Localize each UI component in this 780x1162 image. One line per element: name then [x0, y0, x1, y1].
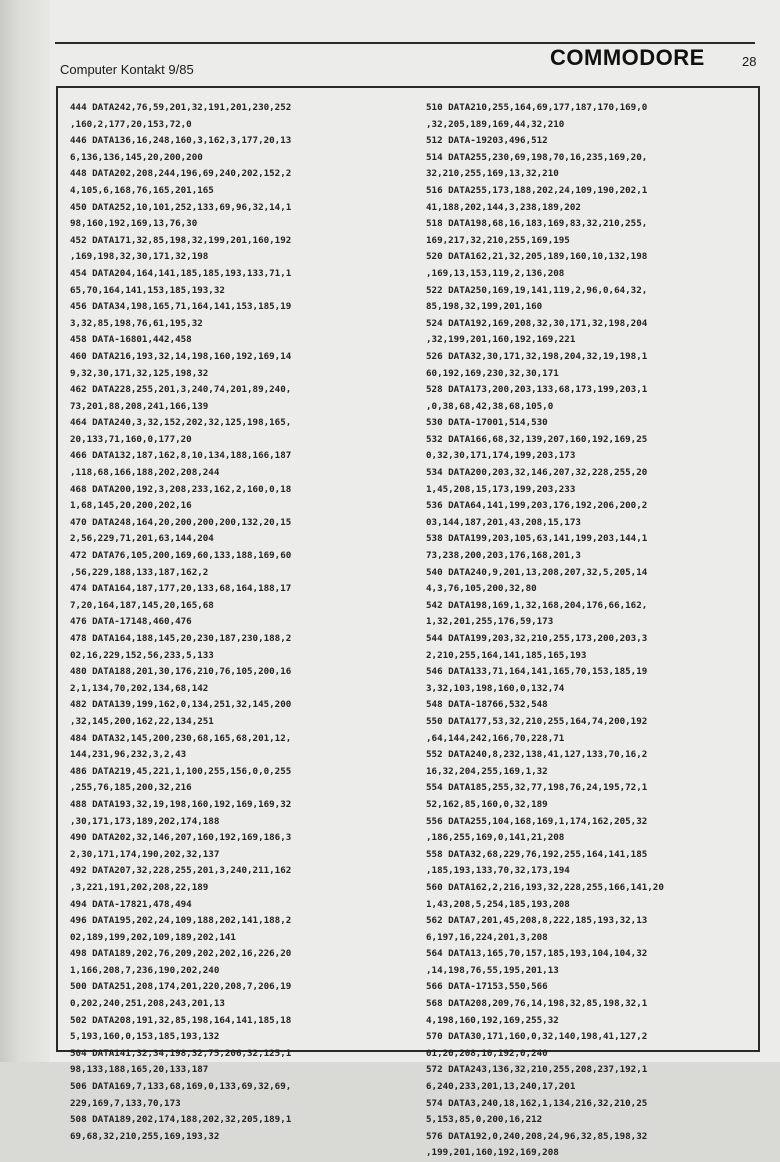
listing-line: ,3,221,191,202,208,22,189: [70, 881, 209, 893]
listing-line: ,32,145,200,162,22,134,251: [70, 715, 214, 727]
listing-line: 498 DATA189,202,76,209,202,202,16,226,20: [70, 948, 292, 960]
listing-line: 5,193,160,0,153,185,193,132: [70, 1031, 220, 1043]
listing-line: 02,16,229,152,56,233,5,133: [70, 649, 214, 661]
listing-line: 574 DATA3,240,18,162,1,134,216,32,210,25: [426, 1097, 648, 1109]
listing-line: 502 DATA208,191,32,85,198,164,141,185,18: [70, 1014, 292, 1026]
listing-line: 1,43,208,5,254,185,193,208: [426, 898, 570, 910]
listing-line: 522 DATA250,169,19,141,119,2,96,0,64,32,: [426, 284, 648, 296]
listing-line: 32,210,255,169,13,32,210: [426, 168, 559, 180]
listing-line: 472 DATA76,105,200,169,60,133,188,169,60: [70, 550, 292, 562]
listing-line: ,32,205,189,169,44,32,210: [426, 118, 565, 130]
listing-line: 548 DATA-18766,532,548: [426, 699, 548, 711]
listing-line: 542 DATA198,169,1,32,168,204,176,66,162,: [426, 599, 648, 611]
listing-line: 476 DATA-17148,460,476: [70, 616, 192, 628]
listing-line: 516 DATA255,173,188,202,24,109,190,202,1: [426, 184, 648, 196]
listing-line: ,185,193,133,70,32,173,194: [426, 865, 570, 877]
listing-line: 7,20,164,187,145,20,165,68: [70, 599, 214, 611]
listing-line: ,169,13,153,119,2,136,208: [426, 267, 565, 279]
listing-line: ,199,201,160,192,169,208: [426, 1147, 559, 1159]
listing-line: 512 DATA-19203,496,512: [426, 135, 548, 147]
listing-line: 444 DATA242,76,59,201,32,191,201,230,252: [70, 102, 292, 113]
listing-line: 6,240,233,201,13,240,17,201: [426, 1081, 576, 1093]
listing-line: 462 DATA228,255,201,3,240,74,201,89,240,: [70, 384, 292, 396]
listing-line: 544 DATA199,203,32,210,255,173,200,203,3: [426, 633, 648, 644]
magazine-issue-title: Computer Kontakt 9/85: [60, 62, 194, 77]
listing-line: 460 DATA216,193,32,14,198,160,192,169,14: [70, 350, 292, 362]
listing-line: 1,45,208,15,173,199,203,233: [426, 483, 576, 495]
listing-line: 490 DATA202,32,146,207,160,192,169,186,3: [70, 832, 292, 844]
listing-line: 576 DATA192,0,240,208,24,96,32,85,198,32: [426, 1130, 648, 1142]
listing-line: 4,105,6,168,76,165,201,165: [70, 184, 214, 196]
listing-line: ,64,144,242,166,70,228,71: [426, 732, 565, 744]
listing-line: 496 DATA195,202,24,109,188,202,141,188,2: [70, 915, 292, 927]
listing-line: 468 DATA200,192,3,208,233,162,2,160,0,18: [70, 483, 292, 495]
listing-line: 524 DATA192,169,208,32,30,171,32,198,204: [426, 317, 648, 329]
listing-line: 466 DATA132,187,162,8,10,134,188,166,187: [70, 450, 292, 462]
listing-line: 6,197,16,224,201,3,208: [426, 931, 548, 943]
listing-line: ,30,171,173,189,202,174,188: [70, 815, 220, 827]
header-rule: [55, 42, 755, 44]
listing-column-left: [70, 100, 400, 1145]
listing-line: 01,20,208,10,192,0,240: [426, 1047, 548, 1059]
listing-line: ,118,68,166,188,202,208,244: [70, 467, 220, 479]
listing-line: 538 DATA199,203,105,63,141,199,203,144,1: [426, 533, 648, 545]
listing-line: 572 DATA243,136,32,210,255,208,237,192,1: [426, 1064, 648, 1076]
listing-line: 470 DATA248,164,20,200,200,200,132,20,15: [70, 516, 292, 528]
listing-line: 0,202,240,251,208,243,201,13: [70, 998, 225, 1010]
listing-line: 526 DATA32,30,171,32,198,204,32,19,198,1: [426, 350, 648, 362]
listing-line: 474 DATA164,187,177,20,133,68,164,188,17: [70, 583, 292, 595]
listing-line: 144,231,96,232,3,2,43: [70, 749, 187, 761]
listing-line: 560 DATA162,2,216,193,32,228,255,166,141,20: [426, 881, 664, 893]
section-brand-heading: COMMODORE: [550, 45, 705, 70]
listing-line: 9,32,30,171,32,125,198,32: [70, 367, 209, 379]
listing-line: 60,192,169,230,32,30,171: [426, 367, 559, 379]
listing-line: 98,160,192,169,13,76,30: [70, 218, 198, 230]
listing-line: 0,32,30,171,174,199,203,173: [426, 450, 576, 462]
listing-line: 52,162,85,160,0,32,189: [426, 798, 548, 810]
listing-line: 508 DATA189,202,174,188,202,32,205,189,1: [70, 1114, 292, 1126]
listing-line: 458 DATA-16801,442,458: [70, 334, 192, 346]
listing-line: 169,217,32,210,255,169,195: [426, 234, 570, 246]
listing-line: 552 DATA240,8,232,138,41,127,133,70,16,2: [426, 749, 648, 761]
listing-line: 2,56,229,71,201,63,144,204: [70, 533, 214, 545]
listing-line: ,14,198,76,55,195,201,13: [426, 964, 559, 976]
listing-line: 6,136,136,145,20,200,200: [70, 151, 203, 163]
listing-line: 570 DATA30,171,160,0,32,140,198,41,127,2: [426, 1031, 648, 1043]
listing-line: 550 DATA177,53,32,210,255,164,74,200,192: [426, 715, 648, 727]
listing-line: 564 DATA13,165,70,157,185,193,104,104,32: [426, 948, 648, 960]
listing-line: 554 DATA185,255,32,77,198,76,24,195,72,1: [426, 782, 648, 794]
listing-line: 65,70,164,141,153,185,193,32: [70, 284, 225, 296]
listing-line: 4,3,76,105,200,32,80: [426, 583, 537, 595]
listing-column-right: [426, 100, 756, 1162]
listing-line: 73,201,88,208,241,166,139: [70, 400, 209, 412]
listing-line: 1,68,145,20,200,202,16: [70, 500, 192, 512]
listing-line: 536 DATA64,141,199,203,176,192,206,200,2: [426, 500, 648, 512]
listing-line: ,160,2,177,20,153,72,0: [70, 118, 192, 130]
listing-line: 3,32,85,198,76,61,195,32: [70, 317, 203, 329]
listing-line: ,169,198,32,30,171,32,198: [70, 251, 209, 263]
listing-line: 229,169,7,133,70,173: [70, 1097, 181, 1109]
listing-line: 566 DATA-17153,550,566: [426, 981, 548, 993]
listing-line: 4,198,160,192,169,255,32: [426, 1014, 559, 1026]
listing-line: 2,210,255,164,141,185,165,193: [426, 649, 587, 661]
listing-line: 484 DATA32,145,200,230,68,165,68,201,12,: [70, 732, 292, 744]
listing-line: 1,32,201,255,176,59,173: [426, 616, 554, 628]
listing-line: 98,133,188,165,20,133,187: [70, 1064, 209, 1076]
listing-line: 2,30,171,174,190,202,32,137: [70, 848, 220, 860]
listing-line: 69,68,32,210,255,169,193,32: [70, 1130, 220, 1142]
listing-line: 534 DATA200,203,32,146,207,32,228,255,20: [426, 467, 648, 479]
listing-line: 456 DATA34,198,165,71,164,141,153,185,19: [70, 301, 292, 313]
listing-line: 02,189,199,202,109,189,202,141: [70, 931, 236, 943]
listing-line: 530 DATA-17001,514,530: [426, 417, 548, 429]
listing-line: 514 DATA255,230,69,198,70,16,235,169,20,: [426, 151, 648, 163]
listing-line: 518 DATA198,68,16,183,169,83,32,210,255,: [426, 218, 648, 230]
listing-line: 464 DATA240,3,32,152,202,32,125,198,165,: [70, 417, 292, 429]
listing-line: 492 DATA207,32,228,255,201,3,240,211,162: [70, 865, 292, 877]
listing-line: 504 DATA141,32,34,198,32,75,206,32,125,1: [70, 1047, 292, 1059]
listing-line: 3,32,103,198,160,0,132,74: [426, 682, 565, 694]
listing-line: 510 DATA210,255,164,69,177,187,170,169,0: [426, 102, 648, 113]
listing-line: 562 DATA7,201,45,208,8,222,185,193,32,13: [426, 915, 648, 927]
listing-line: 448 DATA202,208,244,196,69,240,202,152,2: [70, 168, 292, 180]
listing-line: 520 DATA162,21,32,205,189,160,10,132,198: [426, 251, 648, 263]
listing-line: 478 DATA164,188,145,20,230,187,230,188,2: [70, 633, 292, 644]
listing-line: 540 DATA240,9,201,13,208,207,32,5,205,14: [426, 566, 648, 578]
listing-line: 546 DATA133,71,164,141,165,70,153,185,19: [426, 666, 648, 678]
listing-line: 20,133,71,160,0,177,20: [70, 433, 192, 445]
listing-line: 556 DATA255,104,168,169,1,174,162,205,32: [426, 815, 648, 827]
listing-line: ,56,229,188,133,187,162,2: [70, 566, 209, 578]
listing-line: 85,198,32,199,201,160: [426, 301, 543, 313]
listing-line: 450 DATA252,10,101,252,133,69,96,32,14,1: [70, 201, 292, 213]
listing-line: 41,188,202,144,3,238,189,202: [426, 201, 581, 213]
listing-line: ,255,76,185,200,32,216: [70, 782, 192, 794]
listing-line: 568 DATA208,209,76,14,198,32,85,198,32,1: [426, 998, 648, 1010]
listing-line: 486 DATA219,45,221,1,100,255,156,0,0,255: [70, 765, 292, 777]
listing-line: ,0,38,68,42,38,68,105,0: [426, 400, 554, 412]
listing-line: 532 DATA166,68,32,139,207,160,192,169,25: [426, 433, 648, 445]
listing-line: 482 DATA139,199,162,0,134,251,32,145,200: [70, 699, 292, 711]
listing-line: 73,238,200,203,176,168,201,3: [426, 550, 581, 562]
listing-line: 480 DATA188,201,30,176,210,76,105,200,16: [70, 666, 292, 678]
listing-line: 454 DATA204,164,141,185,185,193,133,71,1: [70, 267, 292, 279]
listing-line: 1,166,208,7,236,190,202,240: [70, 964, 220, 976]
listing-line: 5,153,85,0,200,16,212: [426, 1114, 543, 1126]
listing-line: 500 DATA251,208,174,201,220,208,7,206,19: [70, 981, 292, 993]
listing-line: 452 DATA171,32,85,198,32,199,201,160,192: [70, 234, 292, 246]
listing-line: 494 DATA-17821,478,494: [70, 898, 192, 910]
listing-line: 03,144,187,201,43,208,15,173: [426, 516, 581, 528]
program-listing-box: [56, 86, 760, 1159]
listing-line: 16,32,204,255,169,1,32: [426, 765, 548, 777]
listing-line: 446 DATA136,16,248,160,3,162,3,177,20,13: [70, 135, 292, 147]
listing-line: 2,1,134,70,202,134,68,142: [70, 682, 209, 694]
listing-line: 558 DATA32,68,229,76,192,255,164,141,185: [426, 848, 648, 860]
page-number: 28: [742, 54, 757, 69]
listing-line: 506 DATA169,7,133,68,169,0,133,69,32,69,: [70, 1081, 292, 1093]
listing-line: 488 DATA193,32,19,198,160,192,169,169,32: [70, 798, 292, 810]
listing-line: ,186,255,169,0,141,21,208: [426, 832, 565, 844]
listing-line: 528 DATA173,200,203,133,68,173,199,203,1: [426, 384, 648, 396]
listing-line: ,32,199,201,160,192,169,221: [426, 334, 576, 346]
page-binding-shadow: [0, 0, 50, 1062]
